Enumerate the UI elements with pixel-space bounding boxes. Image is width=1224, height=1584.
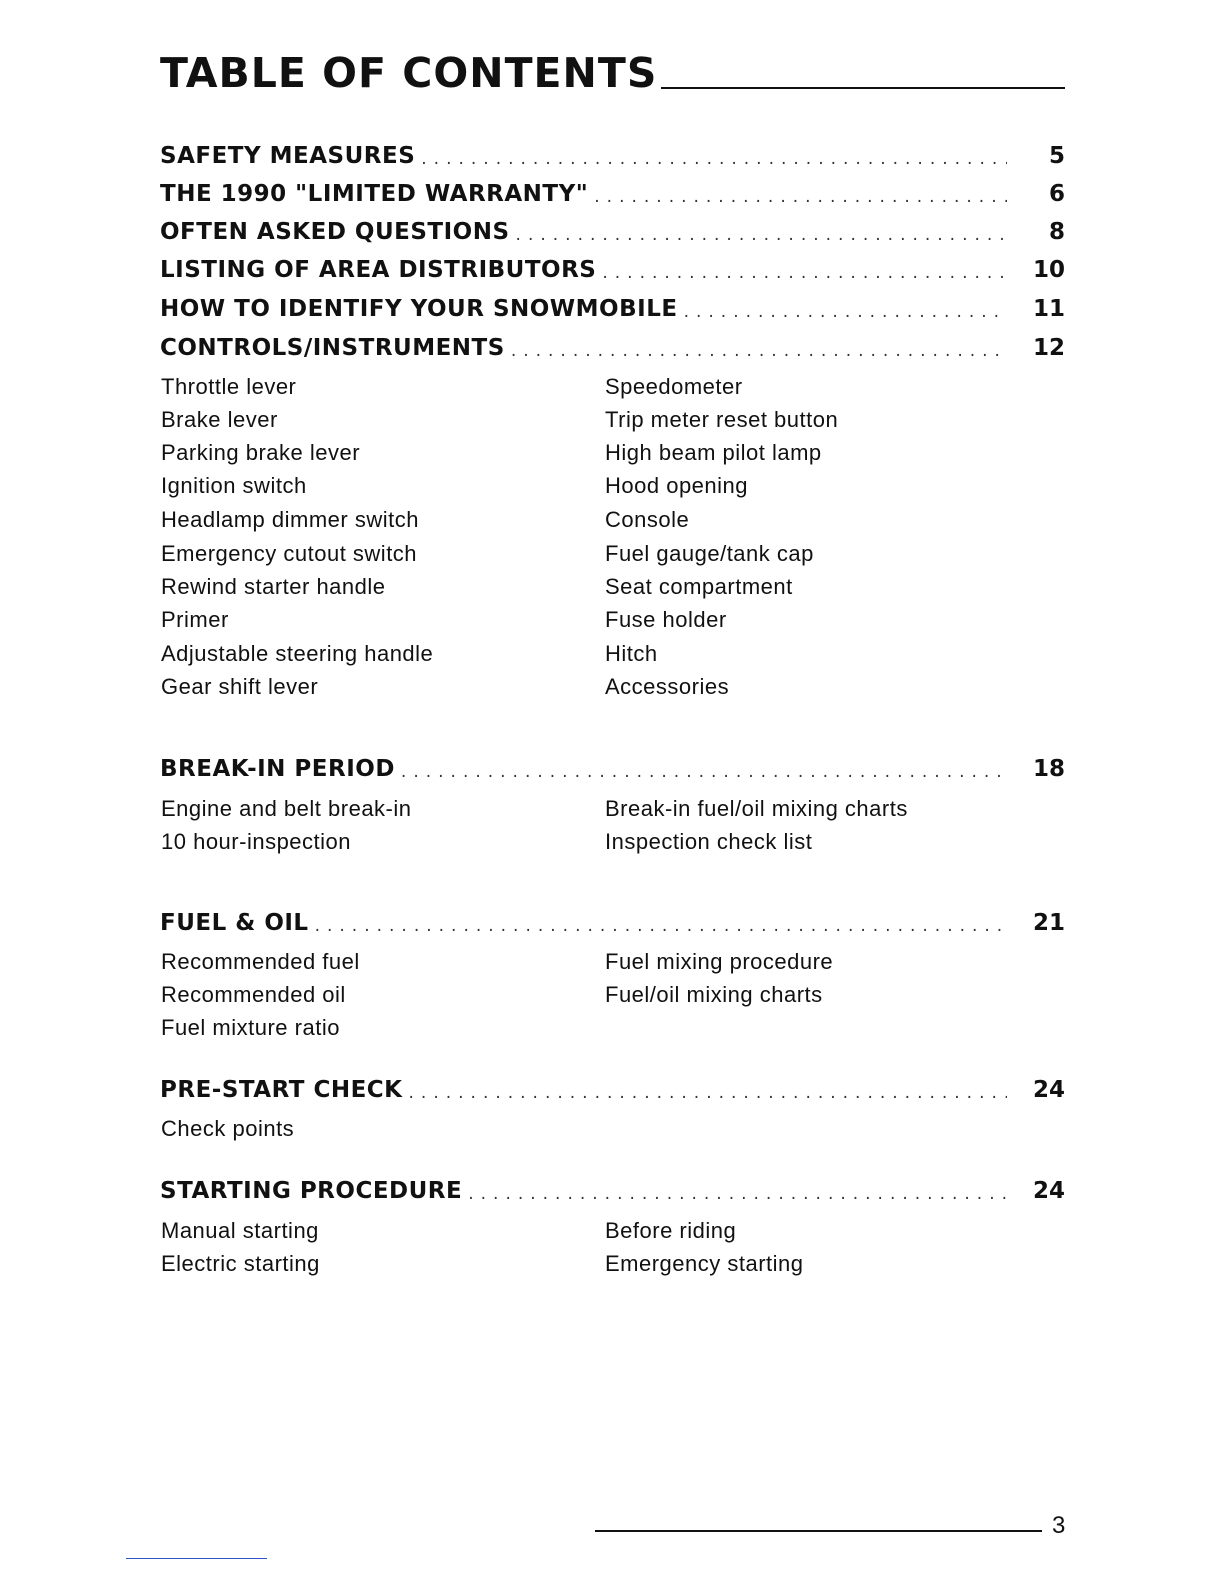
- toc-heading: SAFETY MEASURES: [160, 143, 416, 169]
- toc-subitem: Recommended fuel: [161, 949, 360, 974]
- toc-entry-identify[interactable]: [160, 291, 1065, 321]
- toc-subitem: Seat compartment: [605, 574, 793, 599]
- dot-leader: [401, 764, 1007, 781]
- toc-subitem: Brake lever: [161, 407, 278, 432]
- toc-subitem: Primer: [161, 607, 229, 632]
- toc-page-number: 12: [1032, 335, 1065, 361]
- page-number: 3: [1052, 1512, 1066, 1539]
- toc-subitem: Accessories: [605, 674, 730, 699]
- toc-title-row: [160, 42, 1065, 97]
- toc-page-number: 11: [1032, 296, 1065, 322]
- toc-page-number: 6: [1048, 181, 1065, 207]
- toc-page-number: 24: [1032, 1178, 1065, 1204]
- dot-leader: [602, 265, 1007, 282]
- toc-subitem: High beam pilot lamp: [605, 440, 822, 465]
- dot-leader: [315, 918, 1007, 935]
- toc-subitem: Electric starting: [161, 1251, 320, 1276]
- toc-entry-distributors[interactable]: [160, 252, 1065, 282]
- toc-subitem: Rewind starter handle: [161, 574, 386, 599]
- toc-subitem: Gear shift lever: [161, 674, 319, 699]
- footer-rule: [595, 1530, 1042, 1532]
- toc-subitem: Before riding: [605, 1218, 737, 1243]
- corner-link-underline: [126, 1558, 267, 1559]
- dot-leader: [594, 189, 1007, 206]
- toc-entry-fuel-oil[interactable]: [160, 905, 1065, 935]
- toc-subitem: Break-in fuel/oil mixing charts: [605, 796, 908, 821]
- toc-subitem: Ignition switch: [161, 473, 307, 498]
- toc-subitem: Fuel gauge/tank cap: [605, 541, 814, 566]
- toc-page-number: 21: [1032, 910, 1065, 936]
- toc-subitem: Speedometer: [605, 374, 743, 399]
- dot-leader: [516, 227, 1007, 244]
- toc-subitem: Check points: [161, 1116, 295, 1141]
- toc-entry-safety[interactable]: [160, 138, 1065, 168]
- toc-subitem: Emergency cutout switch: [161, 541, 418, 566]
- toc-subitem: Fuel mixing procedure: [605, 949, 834, 974]
- toc-subitem: Trip meter reset button: [605, 407, 839, 432]
- toc-heading: CONTROLS/INSTRUMENTS: [160, 335, 505, 361]
- toc-subitem: Inspection check list: [605, 829, 813, 854]
- toc-heading: BREAK-IN PERIOD: [160, 756, 395, 782]
- toc-entry-warranty[interactable]: [160, 176, 1065, 206]
- toc-heading: THE 1990 "LIMITED WARRANTY": [160, 181, 589, 207]
- title-underline: [661, 87, 1065, 89]
- toc-entry-breakin[interactable]: [160, 751, 1065, 781]
- page-title: TABLE OF CONTENTS: [160, 49, 658, 97]
- toc-entry-controls[interactable]: [160, 330, 1065, 360]
- toc-subitem: Engine and belt break-in: [161, 796, 412, 821]
- dot-leader: [468, 1186, 1007, 1203]
- toc-subitem: Throttle lever: [161, 374, 297, 399]
- toc-subitem: Manual starting: [161, 1218, 319, 1243]
- toc-heading: LISTING OF AREA DISTRIBUTORS: [160, 257, 597, 283]
- toc-subitem: Fuse holder: [605, 607, 727, 632]
- toc-subitem: Fuel mixture ratio: [161, 1015, 340, 1040]
- toc-subitem: Hitch: [605, 641, 658, 666]
- toc-page-number: 24: [1032, 1077, 1065, 1103]
- toc-heading: HOW TO IDENTIFY YOUR SNOWMOBILE: [160, 296, 678, 322]
- toc-entry-starting[interactable]: [160, 1173, 1065, 1203]
- dot-leader: [409, 1085, 1007, 1102]
- toc-subitem: Parking brake lever: [161, 440, 361, 465]
- toc-page-number: 5: [1048, 143, 1065, 169]
- dot-leader: [421, 151, 1007, 168]
- toc-subitem: Headlamp dimmer switch: [161, 507, 419, 532]
- toc-subitem: Adjustable steering handle: [161, 641, 434, 666]
- toc-page-number: 8: [1048, 219, 1065, 245]
- toc-subitem: Recommended oil: [161, 982, 346, 1007]
- toc-subitem: Fuel/oil mixing charts: [605, 982, 823, 1007]
- toc-heading: STARTING PROCEDURE: [160, 1178, 463, 1204]
- toc-heading: OFTEN ASKED QUESTIONS: [160, 219, 510, 245]
- toc-subitem: Emergency starting: [605, 1251, 804, 1276]
- dot-leader: [684, 304, 1007, 321]
- toc-subitem: 10 hour-inspection: [161, 829, 352, 854]
- toc-subitem: Console: [605, 507, 690, 532]
- toc-heading: FUEL & OIL: [160, 910, 309, 936]
- toc-heading: PRE-START CHECK: [160, 1077, 403, 1103]
- toc-entry-questions[interactable]: [160, 214, 1065, 244]
- dot-leader: [511, 343, 1007, 360]
- toc-page-number: 10: [1032, 257, 1065, 283]
- toc-subitem: Hood opening: [605, 473, 749, 498]
- toc-page-number: 18: [1032, 756, 1065, 782]
- toc-entry-prestart[interactable]: [160, 1072, 1065, 1102]
